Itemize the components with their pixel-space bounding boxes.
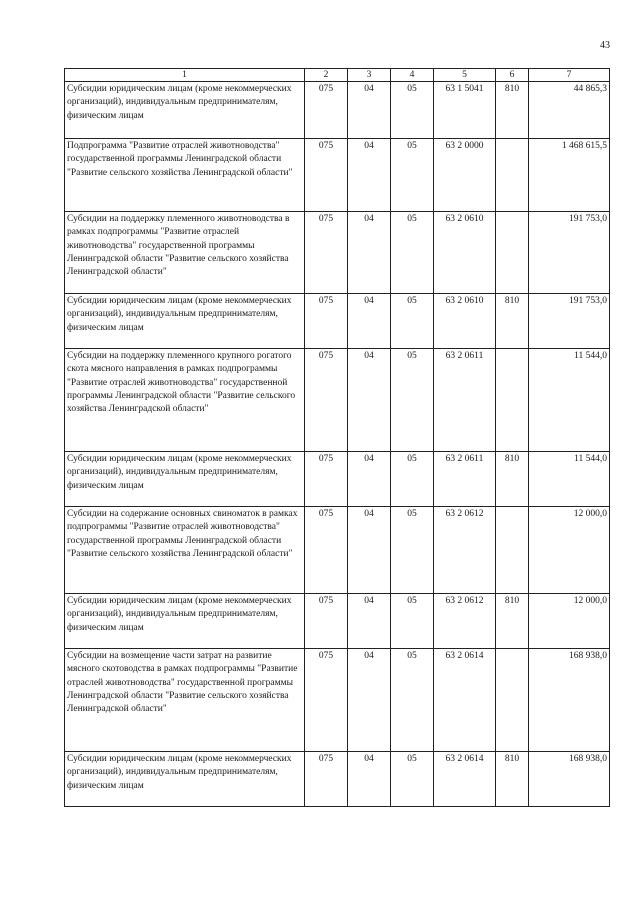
budget-table bbox=[64, 68, 610, 807]
table-row bbox=[65, 507, 610, 594]
target-article-code: 63 2 0612 bbox=[434, 594, 496, 649]
ministry-code: 075 bbox=[305, 507, 348, 594]
amount: 11 544,0 bbox=[529, 349, 610, 452]
expense-type-code bbox=[496, 649, 529, 752]
section-code: 04 bbox=[348, 752, 391, 807]
column-header-7: 7 bbox=[529, 69, 610, 82]
target-article-code: 63 1 5041 bbox=[434, 82, 496, 139]
column-header-2: 2 bbox=[305, 69, 348, 82]
column-header-6: 6 bbox=[496, 69, 529, 82]
ministry-code: 075 bbox=[305, 594, 348, 649]
section-code: 04 bbox=[348, 139, 391, 212]
row-description: Субсидии юридическим лицам (кроме некоммерческих организаций), индивидуальным предпринимателям, физическим лицам bbox=[65, 594, 305, 649]
ministry-code: 075 bbox=[305, 139, 348, 212]
subsection-code: 05 bbox=[391, 294, 434, 349]
amount: 44 865,3 bbox=[529, 82, 610, 139]
column-header-3: 3 bbox=[348, 69, 391, 82]
section-code: 04 bbox=[348, 294, 391, 349]
expense-type-code: 810 bbox=[496, 294, 529, 349]
section-code: 04 bbox=[348, 594, 391, 649]
row-description: Субсидии юридическим лицам (кроме некоммерческих организаций), индивидуальным предпринимателям, физическим лицам bbox=[65, 294, 305, 349]
expense-type-code: 810 bbox=[496, 452, 529, 507]
subsection-code: 05 bbox=[391, 212, 434, 294]
amount: 191 753,0 bbox=[529, 294, 610, 349]
ministry-code: 075 bbox=[305, 294, 348, 349]
table-row bbox=[65, 594, 610, 649]
section-code: 04 bbox=[348, 349, 391, 452]
row-description: Субсидии на возмещение части затрат на развитие мясного скотоводства в рамках подпрограммы "Развитие отраслей животноводства" государственной программы Ленинградской области "Развитие сельского хозяйства Ленинградской области" bbox=[65, 649, 305, 752]
row-description: Субсидии на поддержку племенного крупного рогатого скота мясного направления в рамках подпрограммы "Развитие отраслей животноводства" государственной программы Ленинградской области "Развитие сельского хозяйства Ленинградской области" bbox=[65, 349, 305, 452]
expense-type-code bbox=[496, 349, 529, 452]
subsection-code: 05 bbox=[391, 594, 434, 649]
table-row bbox=[65, 649, 610, 752]
amount: 168 938,0 bbox=[529, 649, 610, 752]
table-row bbox=[65, 452, 610, 507]
table-row bbox=[65, 139, 610, 212]
target-article-code: 63 2 0000 bbox=[434, 139, 496, 212]
table-row bbox=[65, 349, 610, 452]
section-code: 04 bbox=[348, 452, 391, 507]
ministry-code: 075 bbox=[305, 752, 348, 807]
expense-type-code bbox=[496, 139, 529, 212]
expense-type-code bbox=[496, 507, 529, 594]
subsection-code: 05 bbox=[391, 82, 434, 139]
expense-type-code: 810 bbox=[496, 82, 529, 139]
ministry-code: 075 bbox=[305, 212, 348, 294]
ministry-code: 075 bbox=[305, 349, 348, 452]
column-header-5: 5 bbox=[434, 69, 496, 82]
section-code: 04 bbox=[348, 82, 391, 139]
row-description: Субсидии на поддержку племенного животноводства в рамках подпрограммы "Развитие отраслей животноводства" государственной программы Ленинградской области "Развитие сельского хозяйства Ленинградской области" bbox=[65, 212, 305, 294]
ministry-code: 075 bbox=[305, 649, 348, 752]
subsection-code: 05 bbox=[391, 507, 434, 594]
expense-type-code: 810 bbox=[496, 594, 529, 649]
target-article-code: 63 2 0611 bbox=[434, 452, 496, 507]
page-number: 43 bbox=[600, 40, 610, 51]
section-code: 04 bbox=[348, 507, 391, 594]
subsection-code: 05 bbox=[391, 139, 434, 212]
amount: 191 753,0 bbox=[529, 212, 610, 294]
expense-type-code: 810 bbox=[496, 752, 529, 807]
amount: 168 938,0 bbox=[529, 752, 610, 807]
target-article-code: 63 2 0612 bbox=[434, 507, 496, 594]
row-description: Субсидии на содержание основных свиноматок в рамках подпрограммы "Развитие отраслей животноводства" государственной программы Ленинградской области "Развитие сельского хозяйства Ленинградской области" bbox=[65, 507, 305, 594]
table-row bbox=[65, 294, 610, 349]
ministry-code: 075 bbox=[305, 452, 348, 507]
target-article-code: 63 2 0611 bbox=[434, 349, 496, 452]
expense-type-code bbox=[496, 212, 529, 294]
section-code: 04 bbox=[348, 212, 391, 294]
section-code: 04 bbox=[348, 649, 391, 752]
row-description: Подпрограмма "Развитие отраслей животноводства" государственной программы Ленинградской области "Развитие сельского хозяйства Ленинградской области" bbox=[65, 139, 305, 212]
amount: 12 000,0 bbox=[529, 594, 610, 649]
header-row bbox=[65, 69, 610, 82]
column-header-1: 1 bbox=[65, 69, 305, 82]
subsection-code: 05 bbox=[391, 452, 434, 507]
subsection-code: 05 bbox=[391, 752, 434, 807]
target-article-code: 63 2 0610 bbox=[434, 294, 496, 349]
table-row bbox=[65, 82, 610, 139]
row-description: Субсидии юридическим лицам (кроме некоммерческих организаций), индивидуальным предпринимателям, физическим лицам bbox=[65, 452, 305, 507]
row-description: Субсидии юридическим лицам (кроме некоммерческих организаций), индивидуальным предпринимателям, физическим лицам bbox=[65, 752, 305, 807]
target-article-code: 63 2 0614 bbox=[434, 649, 496, 752]
amount: 12 000,0 bbox=[529, 507, 610, 594]
ministry-code: 075 bbox=[305, 82, 348, 139]
table-row bbox=[65, 752, 610, 807]
table-row bbox=[65, 212, 610, 294]
amount: 1 468 615,5 bbox=[529, 139, 610, 212]
row-description: Субсидии юридическим лицам (кроме некоммерческих организаций), индивидуальным предпринимателям, физическим лицам bbox=[65, 82, 305, 139]
subsection-code: 05 bbox=[391, 649, 434, 752]
amount: 11 544,0 bbox=[529, 452, 610, 507]
column-header-4: 4 bbox=[391, 69, 434, 82]
subsection-code: 05 bbox=[391, 349, 434, 452]
target-article-code: 63 2 0610 bbox=[434, 212, 496, 294]
target-article-code: 63 2 0614 bbox=[434, 752, 496, 807]
